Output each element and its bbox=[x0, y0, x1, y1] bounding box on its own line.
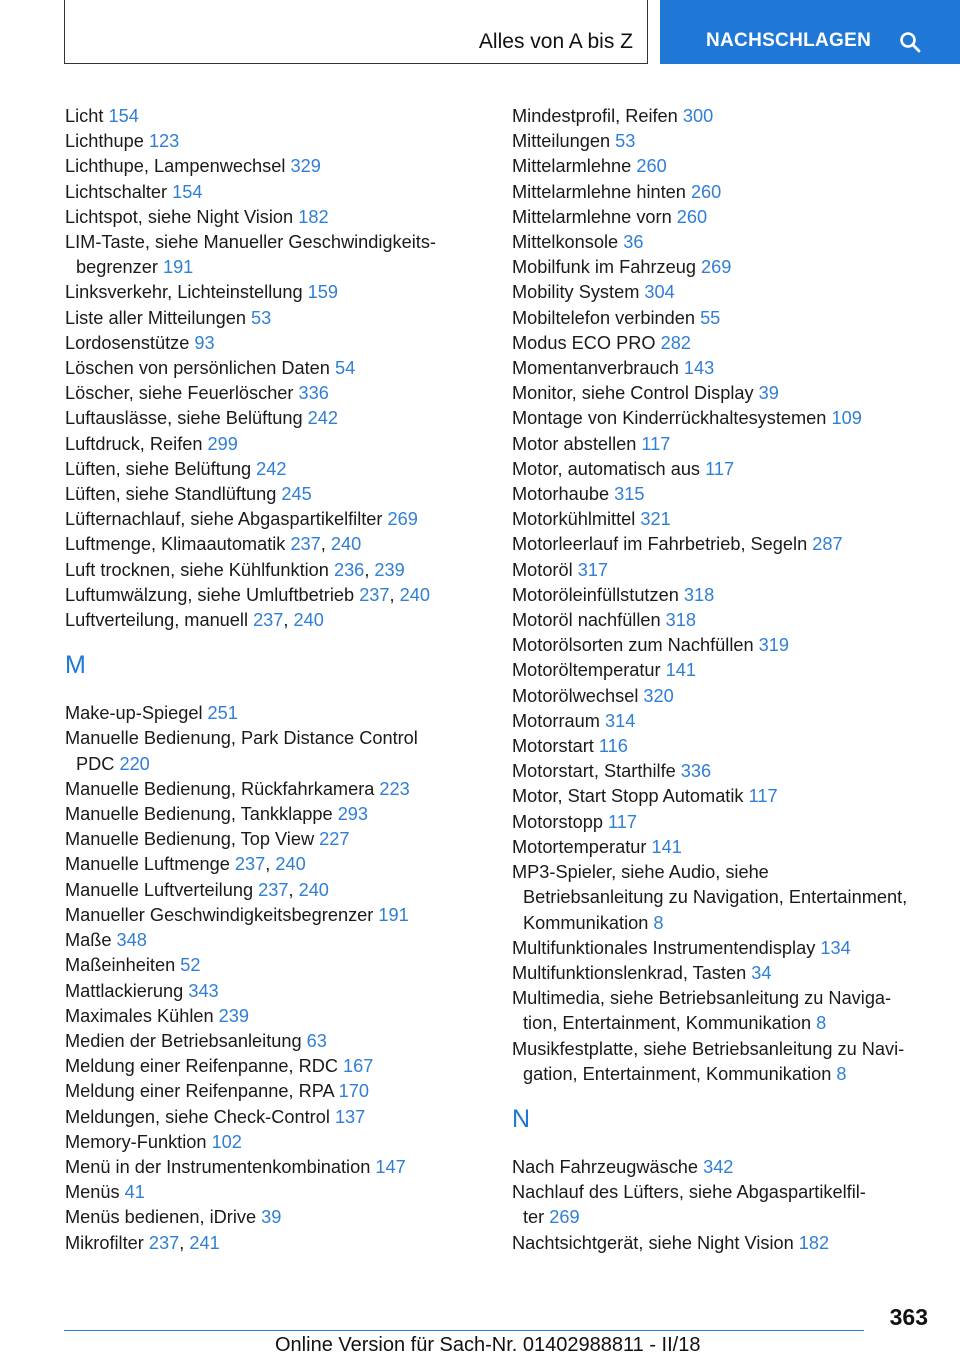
index-letter-heading: N bbox=[512, 1104, 531, 1133]
index-term: Make-up-Spiegel bbox=[65, 703, 208, 724]
index-term: Monitor, siehe Control Display bbox=[512, 383, 759, 404]
index-term: Lichthupe, Lampenwechsel bbox=[65, 156, 291, 177]
page-reference-link[interactable]: 237 bbox=[234, 854, 266, 875]
index-term: Maximales Kühlen bbox=[65, 1005, 219, 1026]
index-entry bbox=[512, 306, 932, 331]
index-term: Nachlauf des Lüfters, siehe Abgaspartikelfil- bbox=[512, 1182, 866, 1203]
page-reference-link[interactable]: 134 bbox=[820, 937, 851, 958]
page-reference-link[interactable]: 342 bbox=[703, 1156, 734, 1177]
index-entry bbox=[65, 432, 465, 457]
index-entry bbox=[65, 482, 465, 507]
index-term: Mindestprofil, Reifen bbox=[512, 106, 683, 126]
index-term: Betriebsanleitung zu Navigation, Entertainment, bbox=[523, 887, 908, 908]
index-term: , bbox=[179, 1232, 190, 1253]
page-reference-link[interactable]: 137 bbox=[334, 1106, 366, 1127]
page-reference-link[interactable]: 260 bbox=[676, 206, 708, 227]
index-term: gation, Entertainment, Kommunikation bbox=[523, 1063, 837, 1084]
index-term: Motorölsorten zum Nachfüllen bbox=[512, 635, 759, 656]
index-term: Linksverkehr, Lichteinstellung bbox=[65, 282, 308, 303]
index-entry bbox=[512, 507, 932, 532]
index-entry bbox=[65, 306, 465, 331]
index-entry bbox=[65, 532, 465, 557]
page-reference-link[interactable]: 320 bbox=[643, 685, 674, 706]
index-entry bbox=[65, 1054, 465, 1079]
page-reference-link[interactable]: 39 bbox=[758, 383, 779, 404]
index-entry bbox=[65, 1231, 465, 1256]
page-reference-link[interactable]: 260 bbox=[690, 181, 722, 202]
index-entry bbox=[512, 457, 932, 482]
index-term: Löschen von persönlichen Daten bbox=[65, 358, 335, 379]
page-reference-link[interactable]: 54 bbox=[334, 358, 356, 379]
page-reference-link[interactable]: 8 bbox=[653, 912, 664, 933]
index-entry bbox=[512, 1231, 932, 1256]
index-term: Modus ECO PRO bbox=[512, 332, 661, 353]
page-reference-link[interactable]: 343 bbox=[188, 980, 219, 1001]
index-entry bbox=[512, 280, 932, 305]
index-entry bbox=[512, 558, 932, 583]
page-reference-link[interactable]: 317 bbox=[577, 559, 609, 580]
index-term: Motor, Start Stopp Automatik bbox=[512, 786, 749, 807]
page-reference-link[interactable]: 314 bbox=[604, 710, 636, 731]
page-reference-link[interactable]: 53 bbox=[615, 131, 636, 152]
index-term: Multifunktionslenkrad, Tasten bbox=[512, 962, 752, 983]
index-term: Mobilfunk im Fahrzeug bbox=[512, 257, 702, 278]
index-entry bbox=[65, 381, 465, 406]
page-reference-link[interactable]: 240 bbox=[298, 879, 329, 900]
index-term: Mattlackierung bbox=[65, 980, 189, 1001]
online-version-note: Online Version für Sach-Nr. 01402988811 - II/18 bbox=[275, 1334, 701, 1356]
index-term: Mobility System bbox=[512, 282, 645, 303]
index-entry bbox=[65, 928, 465, 953]
index-term: Memory-Funktion bbox=[65, 1131, 212, 1152]
index-term: Lichtspot, siehe Night Vision bbox=[65, 206, 299, 227]
page-reference-link[interactable]: 260 bbox=[636, 156, 667, 177]
index-entry bbox=[512, 331, 932, 356]
page-number: 363 bbox=[889, 1304, 928, 1330]
index-entry bbox=[65, 1155, 465, 1180]
index-entry bbox=[512, 583, 932, 608]
page-reference-link[interactable]: 282 bbox=[660, 332, 691, 353]
page-reference-link[interactable]: 242 bbox=[256, 458, 287, 479]
page-reference-link[interactable]: 329 bbox=[290, 156, 321, 177]
index-entry bbox=[65, 457, 465, 482]
page-reference-link[interactable]: 41 bbox=[124, 1182, 145, 1203]
index-entry bbox=[512, 406, 932, 431]
nachschlagen-tab[interactable] bbox=[660, 0, 960, 64]
header-section-box bbox=[64, 0, 648, 64]
index-term: Lüfternachlauf, siehe Abgaspartikelfilter bbox=[65, 509, 388, 530]
page-reference-link[interactable]: 117 bbox=[608, 811, 638, 832]
page-reference-link[interactable]: 318 bbox=[683, 584, 715, 605]
index-term: Liste aller Mitteilungen bbox=[65, 307, 252, 328]
index-entry bbox=[512, 482, 932, 507]
index-entry bbox=[512, 255, 932, 280]
index-term: Momentanverbrauch bbox=[512, 358, 684, 379]
index-term: Luftverteilung, manuell bbox=[65, 610, 254, 631]
page-reference-link[interactable]: 304 bbox=[644, 282, 675, 303]
page-reference-link[interactable]: 318 bbox=[665, 610, 697, 631]
index-term: Manuelle Luftmenge bbox=[65, 854, 235, 875]
page-reference-link[interactable]: 116 bbox=[598, 736, 628, 757]
index-term: , bbox=[265, 854, 276, 875]
index-entry bbox=[65, 1004, 465, 1029]
index-term: Musikfestplatte, siehe Betriebsanleitung zu Navi- bbox=[512, 1038, 905, 1059]
index-term: Luftauslässe, siehe Belüftung bbox=[65, 408, 308, 429]
page-reference-link[interactable]: 117 bbox=[748, 786, 778, 807]
index-entry bbox=[65, 129, 465, 154]
page-reference-link[interactable]: 36 bbox=[623, 232, 644, 253]
index-term: Kommunikation bbox=[523, 912, 654, 933]
page-reference-link[interactable]: 141 bbox=[651, 836, 682, 857]
index-entry bbox=[65, 583, 465, 608]
page-reference-link[interactable]: 143 bbox=[683, 358, 715, 379]
index-entry bbox=[512, 961, 932, 986]
index-term: Montage von Kinderrückhaltesystemen bbox=[512, 408, 832, 429]
index-entry bbox=[512, 129, 932, 154]
index-entry bbox=[512, 633, 932, 658]
index-term: Maßeinheiten bbox=[65, 955, 181, 976]
page-reference-link[interactable]: 287 bbox=[812, 534, 843, 555]
index-entry bbox=[512, 784, 932, 809]
index-term: PDC bbox=[76, 753, 120, 774]
index-entry bbox=[512, 936, 932, 961]
page-reference-link[interactable]: 154 bbox=[172, 181, 203, 202]
index-entry bbox=[65, 507, 465, 532]
page-reference-link[interactable]: 147 bbox=[375, 1156, 406, 1177]
index-term: Medien der Betriebsanleitung bbox=[65, 1030, 307, 1051]
index-term: Motortemperatur bbox=[512, 836, 652, 857]
page-reference-link[interactable]: 154 bbox=[108, 106, 139, 126]
index-term: Manuelle Bedienung, Tankklappe bbox=[65, 804, 338, 825]
nachschlagen-label: NACHSCHLAGEN bbox=[706, 30, 872, 51]
index-entry bbox=[512, 532, 932, 557]
index-letter-heading: M bbox=[65, 651, 86, 680]
page-reference-link[interactable]: 237 bbox=[258, 879, 289, 900]
page-reference-link[interactable]: 167 bbox=[343, 1056, 374, 1077]
page-reference-link[interactable]: 237 bbox=[253, 610, 284, 631]
index-entry bbox=[512, 356, 932, 381]
index-term: Motorraum bbox=[512, 710, 605, 731]
page-reference-link[interactable]: 123 bbox=[148, 131, 180, 152]
index-entry bbox=[65, 953, 465, 978]
page-reference-link[interactable]: 336 bbox=[298, 383, 329, 404]
page-reference-link[interactable]: 182 bbox=[798, 1232, 830, 1253]
index-entry bbox=[65, 979, 465, 1004]
page-reference-link[interactable]: 191 bbox=[378, 904, 409, 925]
index-entry bbox=[512, 1155, 932, 1180]
page-reference-link[interactable]: 321 bbox=[640, 509, 671, 530]
page-reference-link[interactable]: 223 bbox=[379, 778, 410, 799]
page-reference-link[interactable]: 299 bbox=[207, 433, 238, 454]
page-reference-link[interactable]: 251 bbox=[207, 703, 238, 724]
index-term: , bbox=[320, 534, 331, 555]
index-entry bbox=[65, 878, 465, 903]
index-entry bbox=[65, 205, 465, 230]
index-entry bbox=[512, 709, 932, 734]
index-term: Motorleerlauf im Fahrbetrieb, Segeln bbox=[512, 534, 813, 555]
page-reference-link[interactable]: 236 bbox=[333, 559, 365, 580]
index-term: Nach Fahrzeugwäsche bbox=[512, 1156, 704, 1177]
index-entry bbox=[512, 230, 932, 255]
index-term: Lichtschalter bbox=[65, 181, 173, 202]
index-entry bbox=[65, 1079, 465, 1104]
index-entry bbox=[512, 734, 932, 759]
index-column-right bbox=[512, 104, 932, 1256]
index-entry bbox=[512, 608, 932, 633]
index-entry bbox=[512, 835, 932, 860]
index-term: Manuelle Bedienung, Top View bbox=[65, 829, 320, 850]
search-icon[interactable] bbox=[898, 30, 922, 54]
page-reference-link[interactable]: 170 bbox=[338, 1081, 370, 1102]
index-entry bbox=[512, 759, 932, 784]
page-reference-link[interactable]: 55 bbox=[700, 307, 721, 328]
page-reference-link[interactable]: 245 bbox=[281, 484, 312, 505]
index-entry bbox=[65, 406, 465, 431]
page-reference-link[interactable]: 182 bbox=[298, 206, 329, 227]
page-reference-link[interactable]: 102 bbox=[211, 1131, 242, 1152]
index-term: Meldung einer Reifenpanne, RDC bbox=[65, 1056, 344, 1077]
page-reference-link[interactable]: 242 bbox=[307, 408, 339, 429]
index-term: Mittelarmlehne bbox=[512, 156, 637, 177]
page-reference-link[interactable]: 63 bbox=[306, 1030, 327, 1051]
index-term: Mittelarmlehne hinten bbox=[512, 181, 691, 202]
index-term: , bbox=[288, 879, 299, 900]
index-entry bbox=[65, 1105, 465, 1130]
index-entry bbox=[65, 180, 465, 205]
index-term: Motorstart, Starthilfe bbox=[512, 761, 681, 782]
page-reference-link[interactable]: 220 bbox=[119, 753, 150, 774]
index-entry bbox=[65, 230, 465, 280]
index-term: Meldungen, siehe Check-Control bbox=[65, 1106, 335, 1127]
page-reference-link[interactable]: 237 bbox=[148, 1232, 180, 1253]
index-entry bbox=[512, 104, 932, 129]
index-term: Multifunktionales Instrumentendisplay bbox=[512, 937, 821, 958]
page-reference-link[interactable]: 315 bbox=[614, 484, 645, 505]
index-term: Luftmenge, Klimaautomatik bbox=[65, 534, 291, 555]
index-term: Luftdruck, Reifen bbox=[65, 433, 208, 454]
index-term: Motorkühlmittel bbox=[512, 509, 641, 530]
index-term: Motoröleinfüllstutzen bbox=[512, 584, 684, 605]
index-entry bbox=[512, 205, 932, 230]
page-reference-link[interactable]: 52 bbox=[180, 955, 201, 976]
index-term: Motoröl bbox=[512, 559, 578, 580]
page-reference-link[interactable]: 8 bbox=[836, 1063, 847, 1084]
page-reference-link[interactable]: 240 bbox=[330, 534, 362, 555]
index-entry bbox=[65, 608, 465, 633]
index-term: Lüften, siehe Belüftung bbox=[65, 458, 257, 479]
page-reference-link[interactable]: 117 bbox=[705, 458, 735, 479]
page-reference-link[interactable]: 293 bbox=[337, 804, 369, 825]
index-term: Motoröl nachfüllen bbox=[512, 610, 666, 631]
index-term: Motorhaube bbox=[512, 484, 615, 505]
index-term: Lüften, siehe Standlüftung bbox=[65, 484, 282, 505]
index-term: Motoröltemperatur bbox=[512, 660, 666, 681]
page-reference-link[interactable]: 237 bbox=[359, 584, 390, 605]
index-term: , bbox=[389, 584, 400, 605]
index-term: Manueller Geschwindigkeitsbegrenzer bbox=[65, 904, 379, 925]
index-entry bbox=[65, 701, 465, 726]
section-title: Alles von A bis Z bbox=[478, 30, 633, 53]
index-term: Motorölwechsel bbox=[512, 685, 644, 706]
page-reference-link[interactable]: 240 bbox=[293, 610, 324, 631]
index-entry bbox=[65, 154, 465, 179]
index-term: ter bbox=[523, 1207, 550, 1228]
index-term: , bbox=[283, 610, 294, 631]
index-entry bbox=[65, 852, 465, 877]
index-term: begrenzer bbox=[76, 257, 163, 278]
page-reference-link[interactable]: 8 bbox=[816, 1013, 827, 1034]
index-term: Mitteilungen bbox=[512, 131, 616, 152]
index-term: tion, Entertainment, Kommunikation bbox=[523, 1013, 817, 1034]
index-entry bbox=[65, 1205, 465, 1230]
index-term: Maße bbox=[65, 930, 117, 951]
page-reference-link[interactable]: 93 bbox=[194, 332, 215, 353]
index-term: Mobiltelefon verbinden bbox=[512, 307, 701, 328]
page-reference-link[interactable]: 117 bbox=[641, 433, 671, 454]
index-term: Motor, automatisch aus bbox=[512, 458, 706, 479]
index-entry bbox=[512, 684, 932, 709]
footer-divider bbox=[64, 1330, 864, 1331]
page-reference-link[interactable]: 239 bbox=[218, 1005, 250, 1026]
page-reference-link[interactable]: 269 bbox=[701, 257, 732, 278]
index-term: Menüs bedienen, iDrive bbox=[65, 1207, 262, 1228]
index-term: Licht bbox=[65, 106, 109, 126]
page-reference-link[interactable]: 141 bbox=[665, 660, 697, 681]
index-entry bbox=[65, 356, 465, 381]
page-reference-link[interactable]: 269 bbox=[549, 1207, 580, 1228]
index-term: Manuelle Bedienung, Park Distance Control bbox=[65, 728, 418, 749]
page-reference-link[interactable]: 319 bbox=[758, 635, 790, 656]
index-entry bbox=[512, 1180, 932, 1230]
index-entry bbox=[512, 658, 932, 683]
page-reference-link[interactable]: 34 bbox=[751, 962, 772, 983]
index-entry bbox=[65, 726, 465, 776]
page-reference-link[interactable]: 240 bbox=[399, 584, 431, 605]
index-term: Mittelarmlehne vorn bbox=[512, 206, 677, 227]
page-reference-link[interactable]: 109 bbox=[831, 408, 862, 429]
index-entry bbox=[512, 1037, 932, 1087]
index-term: Lichthupe bbox=[65, 131, 149, 152]
index-term: Meldung einer Reifenpanne, RPA bbox=[65, 1081, 339, 1102]
index-term: , bbox=[364, 559, 375, 580]
index-entry bbox=[512, 381, 932, 406]
index-entry bbox=[512, 810, 932, 835]
index-entry bbox=[65, 558, 465, 583]
page-reference-link[interactable]: 159 bbox=[307, 282, 338, 303]
page-reference-link[interactable]: 53 bbox=[251, 307, 272, 328]
index-entry bbox=[65, 280, 465, 305]
page-reference-link[interactable]: 241 bbox=[189, 1232, 220, 1253]
page-reference-link[interactable]: 336 bbox=[680, 761, 712, 782]
page-reference-link[interactable]: 300 bbox=[682, 106, 714, 126]
page-reference-link[interactable]: 239 bbox=[374, 559, 405, 580]
index-term: Mikrofilter bbox=[65, 1232, 149, 1253]
index-entry bbox=[65, 827, 465, 852]
index-term: Menüs bbox=[65, 1182, 125, 1203]
page-reference-link[interactable]: 237 bbox=[290, 534, 321, 555]
index-entry bbox=[65, 1029, 465, 1054]
index-entry bbox=[65, 1130, 465, 1155]
index-term: Luftumwälzung, siehe Umluftbetrieb bbox=[65, 584, 360, 605]
index-term: LIM-Taste, siehe Manueller Geschwindigkeits- bbox=[65, 232, 436, 253]
index-term: MP3-Spieler, siehe Audio, siehe bbox=[512, 862, 769, 883]
index-term: Multimedia, siehe Betriebsanleitung zu Naviga- bbox=[512, 988, 892, 1009]
index-term: Menü in der Instrumentenkombination bbox=[65, 1156, 376, 1177]
index-term: Nachtsichtgerät, siehe Night Vision bbox=[512, 1232, 799, 1253]
index-entry bbox=[65, 903, 465, 928]
index-term: Manuelle Luftverteilung bbox=[65, 879, 259, 900]
index-column-left bbox=[65, 104, 465, 1256]
index-entry bbox=[65, 1180, 465, 1205]
index-entry bbox=[512, 860, 932, 936]
index-term: Motorstart bbox=[512, 736, 599, 757]
page-reference-link[interactable]: 227 bbox=[319, 829, 350, 850]
index-term: Löscher, siehe Feuerlöscher bbox=[65, 383, 299, 404]
index-term: Mittelkonsole bbox=[512, 232, 624, 253]
index-term: Manuelle Bedienung, Rückfahrkamera bbox=[65, 778, 380, 799]
index-entry bbox=[512, 432, 932, 457]
index-entry bbox=[65, 331, 465, 356]
page-reference-link[interactable]: 269 bbox=[387, 509, 418, 530]
index-entry bbox=[65, 104, 465, 129]
index-term: Motor abstellen bbox=[512, 433, 642, 454]
index-entry bbox=[65, 802, 465, 827]
page-reference-link[interactable]: 39 bbox=[261, 1207, 282, 1228]
page-reference-link[interactable]: 348 bbox=[116, 930, 147, 951]
page-reference-link[interactable]: 240 bbox=[275, 854, 306, 875]
index-entry bbox=[65, 777, 465, 802]
index-entry bbox=[512, 180, 932, 205]
index-term: Luft trocknen, siehe Kühlfunktion bbox=[65, 559, 334, 580]
index-entry bbox=[512, 986, 932, 1036]
page-reference-link[interactable]: 191 bbox=[162, 257, 194, 278]
index-entry bbox=[512, 154, 932, 179]
index-term: Motorstopp bbox=[512, 811, 609, 832]
index-term: Lordosenstütze bbox=[65, 332, 195, 353]
